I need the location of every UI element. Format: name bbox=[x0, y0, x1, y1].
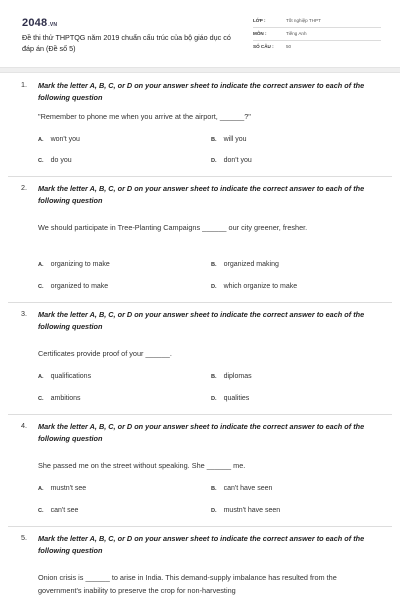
option-letter: B. bbox=[211, 137, 217, 143]
question-number: 4. bbox=[21, 421, 27, 430]
meta-row-question-count bbox=[253, 41, 381, 54]
option-a[interactable] bbox=[38, 485, 86, 492]
question-instruction: Mark the letter A, B, C, or D on your answer sheet to indicate the correct answer to each of the following question bbox=[38, 81, 365, 102]
option-text: which organize to make bbox=[223, 283, 298, 290]
meta-row-class bbox=[253, 15, 381, 28]
option-text: diplomas bbox=[223, 373, 252, 380]
meta-key: MÔN : bbox=[253, 31, 267, 36]
question-separator bbox=[8, 176, 392, 177]
option-text: organized to make bbox=[50, 283, 109, 290]
option-letter: D. bbox=[211, 396, 217, 402]
option-c[interactable] bbox=[38, 507, 78, 514]
question-separator bbox=[8, 302, 392, 303]
question-instruction: Mark the letter A, B, C, or D on your answer sheet to indicate the correct answer to each of the following question bbox=[38, 422, 365, 443]
question-instruction: Mark the letter A, B, C, or D on your answer sheet to indicate the correct answer to each of the following question bbox=[38, 310, 365, 331]
option-b[interactable] bbox=[211, 136, 247, 143]
option-letter: A. bbox=[38, 374, 44, 380]
option-letter: B. bbox=[211, 486, 217, 492]
meta-key: SỐ CÂU : bbox=[253, 44, 274, 49]
question-separator bbox=[8, 526, 392, 527]
option-letter: B. bbox=[211, 374, 217, 380]
question-text: Certificates provide proof of your ______. bbox=[38, 349, 172, 358]
option-c[interactable] bbox=[38, 157, 72, 164]
logo-suffix: .VN bbox=[48, 22, 58, 28]
exam-header bbox=[0, 0, 400, 66]
option-text: organizing to make bbox=[50, 261, 110, 268]
meta-value: 50 bbox=[286, 44, 292, 49]
question-text: "Remember to phone me when you arrive at the airport, ______?" bbox=[38, 112, 251, 121]
option-letter: C. bbox=[38, 284, 44, 290]
option-letter: A. bbox=[38, 137, 44, 143]
question-separator bbox=[8, 414, 392, 415]
option-letter: D. bbox=[211, 158, 217, 164]
option-text: can't have seen bbox=[223, 485, 273, 492]
option-text: will you bbox=[223, 136, 247, 143]
option-letter: B. bbox=[211, 262, 217, 268]
option-a[interactable] bbox=[38, 261, 110, 268]
option-d[interactable] bbox=[211, 395, 249, 402]
option-letter: C. bbox=[38, 508, 44, 514]
option-d[interactable] bbox=[211, 507, 280, 514]
option-d[interactable] bbox=[211, 283, 297, 290]
option-text: can't see bbox=[50, 507, 79, 514]
meta-row-subject bbox=[253, 28, 381, 41]
question-text: We should participate in Tree-Planting Campaigns ______ our city greener, fresher. bbox=[38, 223, 308, 232]
option-c[interactable] bbox=[38, 283, 108, 290]
question-instruction: Mark the letter A, B, C, or D on your answer sheet to indicate the correct answer to each of the following question bbox=[38, 534, 365, 555]
option-text: do you bbox=[50, 157, 72, 164]
option-letter: D. bbox=[211, 508, 217, 514]
option-letter: C. bbox=[38, 158, 44, 164]
question-number: 5. bbox=[21, 533, 27, 542]
option-b[interactable] bbox=[211, 485, 272, 492]
option-c[interactable] bbox=[38, 395, 81, 402]
option-text: mustn't have seen bbox=[223, 507, 281, 514]
option-text: won't you bbox=[50, 136, 80, 143]
question-number: 1. bbox=[21, 80, 27, 89]
option-text: ambitions bbox=[50, 395, 81, 402]
meta-key: LỚP : bbox=[253, 18, 266, 23]
option-text: mustn't see bbox=[50, 485, 87, 492]
meta-value: Tiếng Anh bbox=[286, 31, 307, 36]
site-logo[interactable] bbox=[22, 17, 57, 29]
option-letter: A. bbox=[38, 486, 44, 492]
option-text: don't you bbox=[223, 157, 252, 164]
option-b[interactable] bbox=[211, 373, 252, 380]
logo-text: 2048 bbox=[22, 17, 48, 29]
option-letter: C. bbox=[38, 396, 44, 402]
meta-value: Tốt nghiệp THPT bbox=[286, 18, 321, 23]
option-b[interactable] bbox=[211, 261, 279, 268]
question-instruction: Mark the letter A, B, C, or D on your answer sheet to indicate the correct answer to each of the following question bbox=[38, 184, 365, 205]
option-text: organized making bbox=[223, 261, 279, 268]
option-d[interactable] bbox=[211, 157, 252, 164]
option-letter: D. bbox=[211, 284, 217, 290]
option-text: qualifications bbox=[50, 373, 92, 380]
question-text: She passed me on the street without speaking. She ______ me. bbox=[38, 461, 246, 470]
question-text: Onion crisis is ______ to arise in India. This demand-supply imbalance has resulted from the government's inability to preserve the crop for non-harvesting bbox=[38, 573, 337, 595]
exam-title: Đề thi thử THPTQG năm 2019 chuẩn cấu trúc của bộ giáo dục có đáp án (Đề số 5) bbox=[22, 33, 231, 53]
option-text: qualities bbox=[223, 395, 250, 402]
header-divider bbox=[0, 67, 400, 73]
option-a[interactable] bbox=[38, 373, 91, 380]
question-number: 2. bbox=[21, 183, 27, 192]
question-number: 3. bbox=[21, 309, 27, 318]
option-a[interactable] bbox=[38, 136, 80, 143]
option-letter: A. bbox=[38, 262, 44, 268]
